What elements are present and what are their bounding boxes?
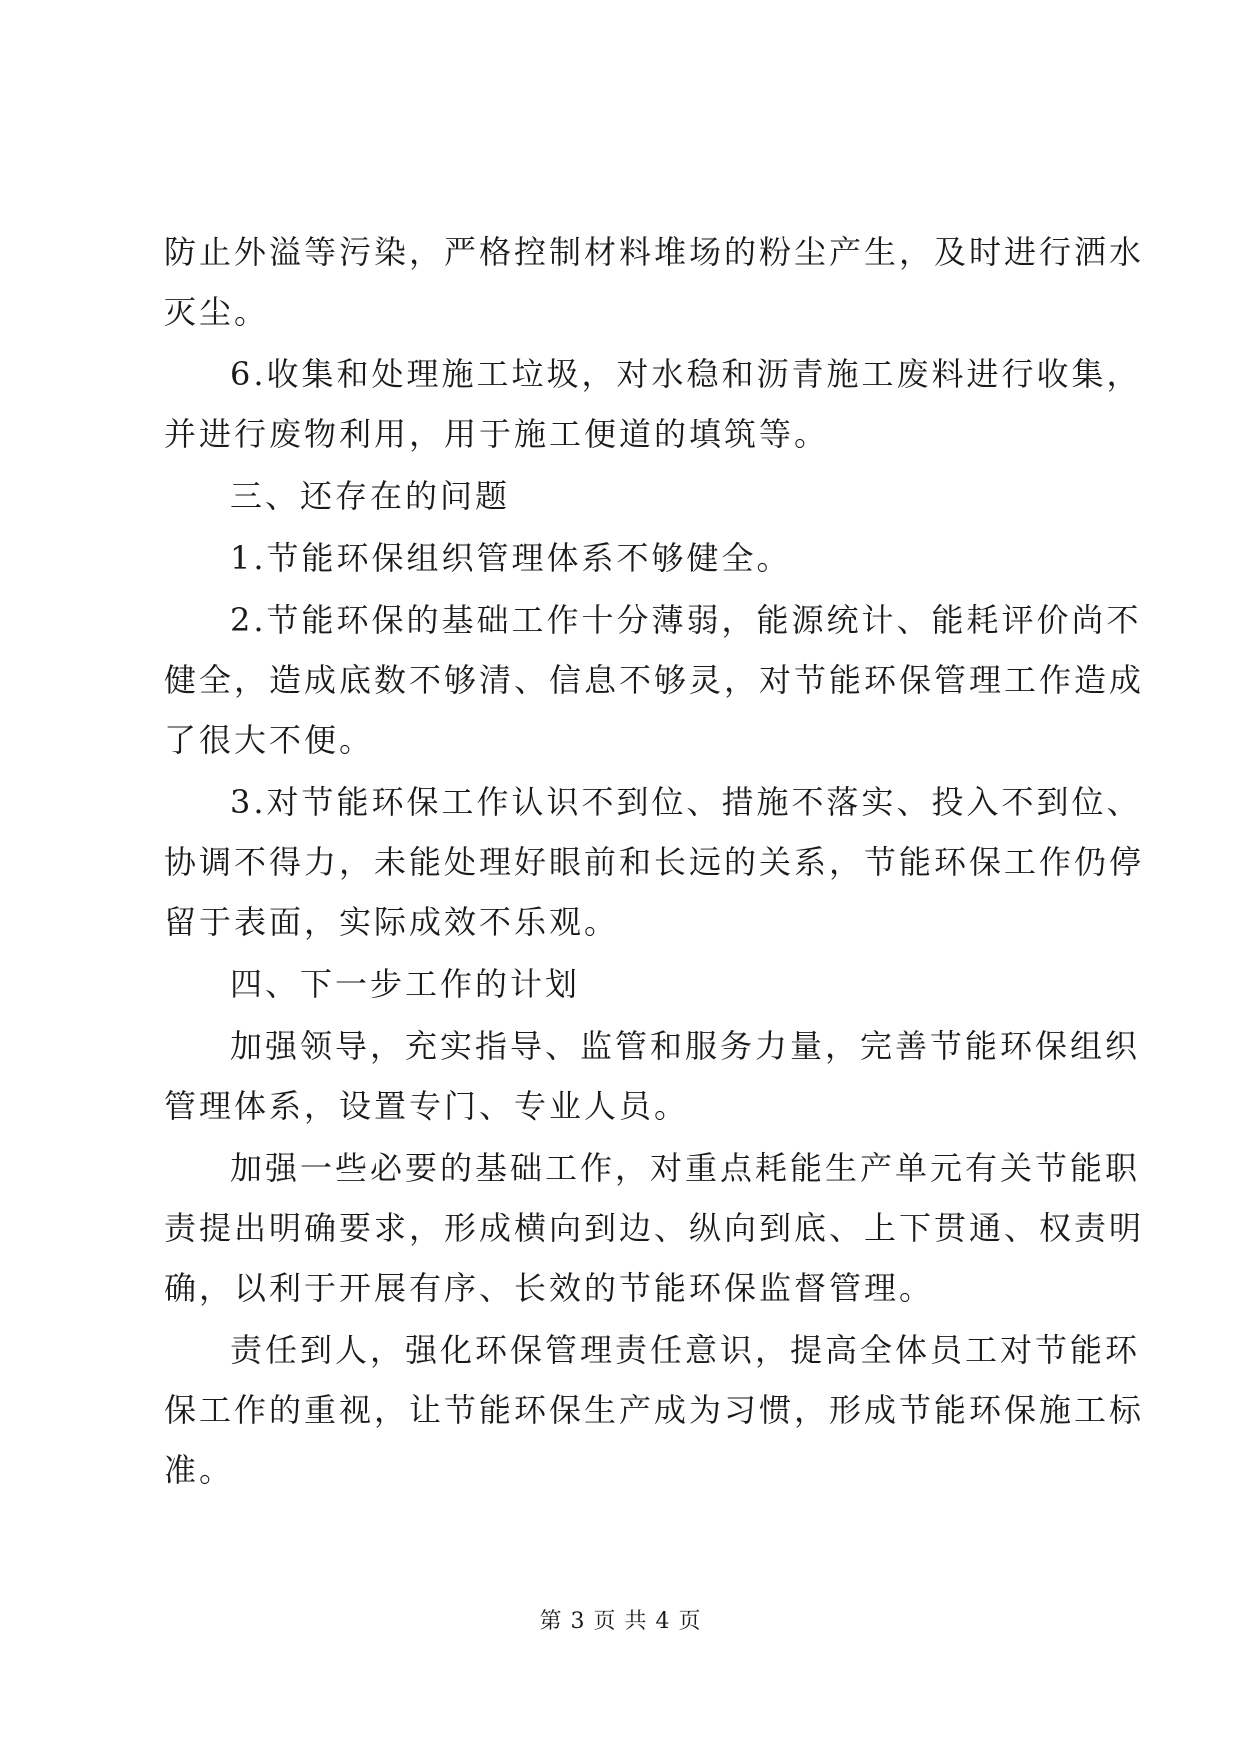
body-text-line: 1.节能环保组织管理体系不够健全。 xyxy=(230,539,792,577)
body-text-line: 责提出明确要求，形成横向到边、纵向到底、上下贯通、权责明 xyxy=(164,1209,1145,1247)
body-text-line: 保工作的重视，让节能环保生产成为习惯，形成节能环保施工标 xyxy=(164,1391,1145,1429)
body-text-line: 加强领导，充实指导、监管和服务力量，完善节能环保组织 xyxy=(230,1027,1141,1065)
body-text-line: 3.对节能环保工作认识不到位、措施不落实、投入不到位、 xyxy=(230,783,1142,821)
body-text-line: 健全，造成底数不够清、信息不够灵，对节能环保管理工作造成 xyxy=(164,661,1145,699)
body-text-line: 了很大不便。 xyxy=(164,721,375,759)
body-text-line: 准。 xyxy=(164,1451,235,1489)
body-text-line: 留于表面，实际成效不乐观。 xyxy=(164,903,620,941)
body-text-line: 2.节能环保的基础工作十分薄弱，能源统计、能耗评价尚不 xyxy=(230,601,1142,639)
body-text-line: 确，以利于开展有序、长效的节能环保监督管理。 xyxy=(164,1269,935,1307)
body-text-line: 并进行废物利用，用于施工便道的填筑等。 xyxy=(164,415,830,453)
body-text-line: 灭尘。 xyxy=(164,293,270,331)
section-heading: 三、还存在的问题 xyxy=(230,477,511,515)
section-heading: 四、下一步工作的计划 xyxy=(230,965,581,1003)
page-number-footer: 第 3 页 共 4 页 xyxy=(539,1609,702,1634)
body-text-line: 责任到人，强化环保管理责任意识，提高全体员工对节能环 xyxy=(230,1331,1141,1369)
body-text-line: 加强一些必要的基础工作，对重点耗能生产单元有关节能职 xyxy=(230,1149,1141,1187)
body-text-line: 防止外溢等污染，严格控制材料堆场的粉尘产生，及时进行洒水 xyxy=(164,233,1145,271)
body-text-line: 管理体系，设置专门、专业人员。 xyxy=(164,1087,690,1125)
body-text-line: 6.收集和处理施工垃圾，对水稳和沥青施工废料进行收集， xyxy=(230,355,1142,393)
body-text-line: 协调不得力，未能处理好眼前和长远的关系，节能环保工作仍停 xyxy=(164,843,1145,881)
